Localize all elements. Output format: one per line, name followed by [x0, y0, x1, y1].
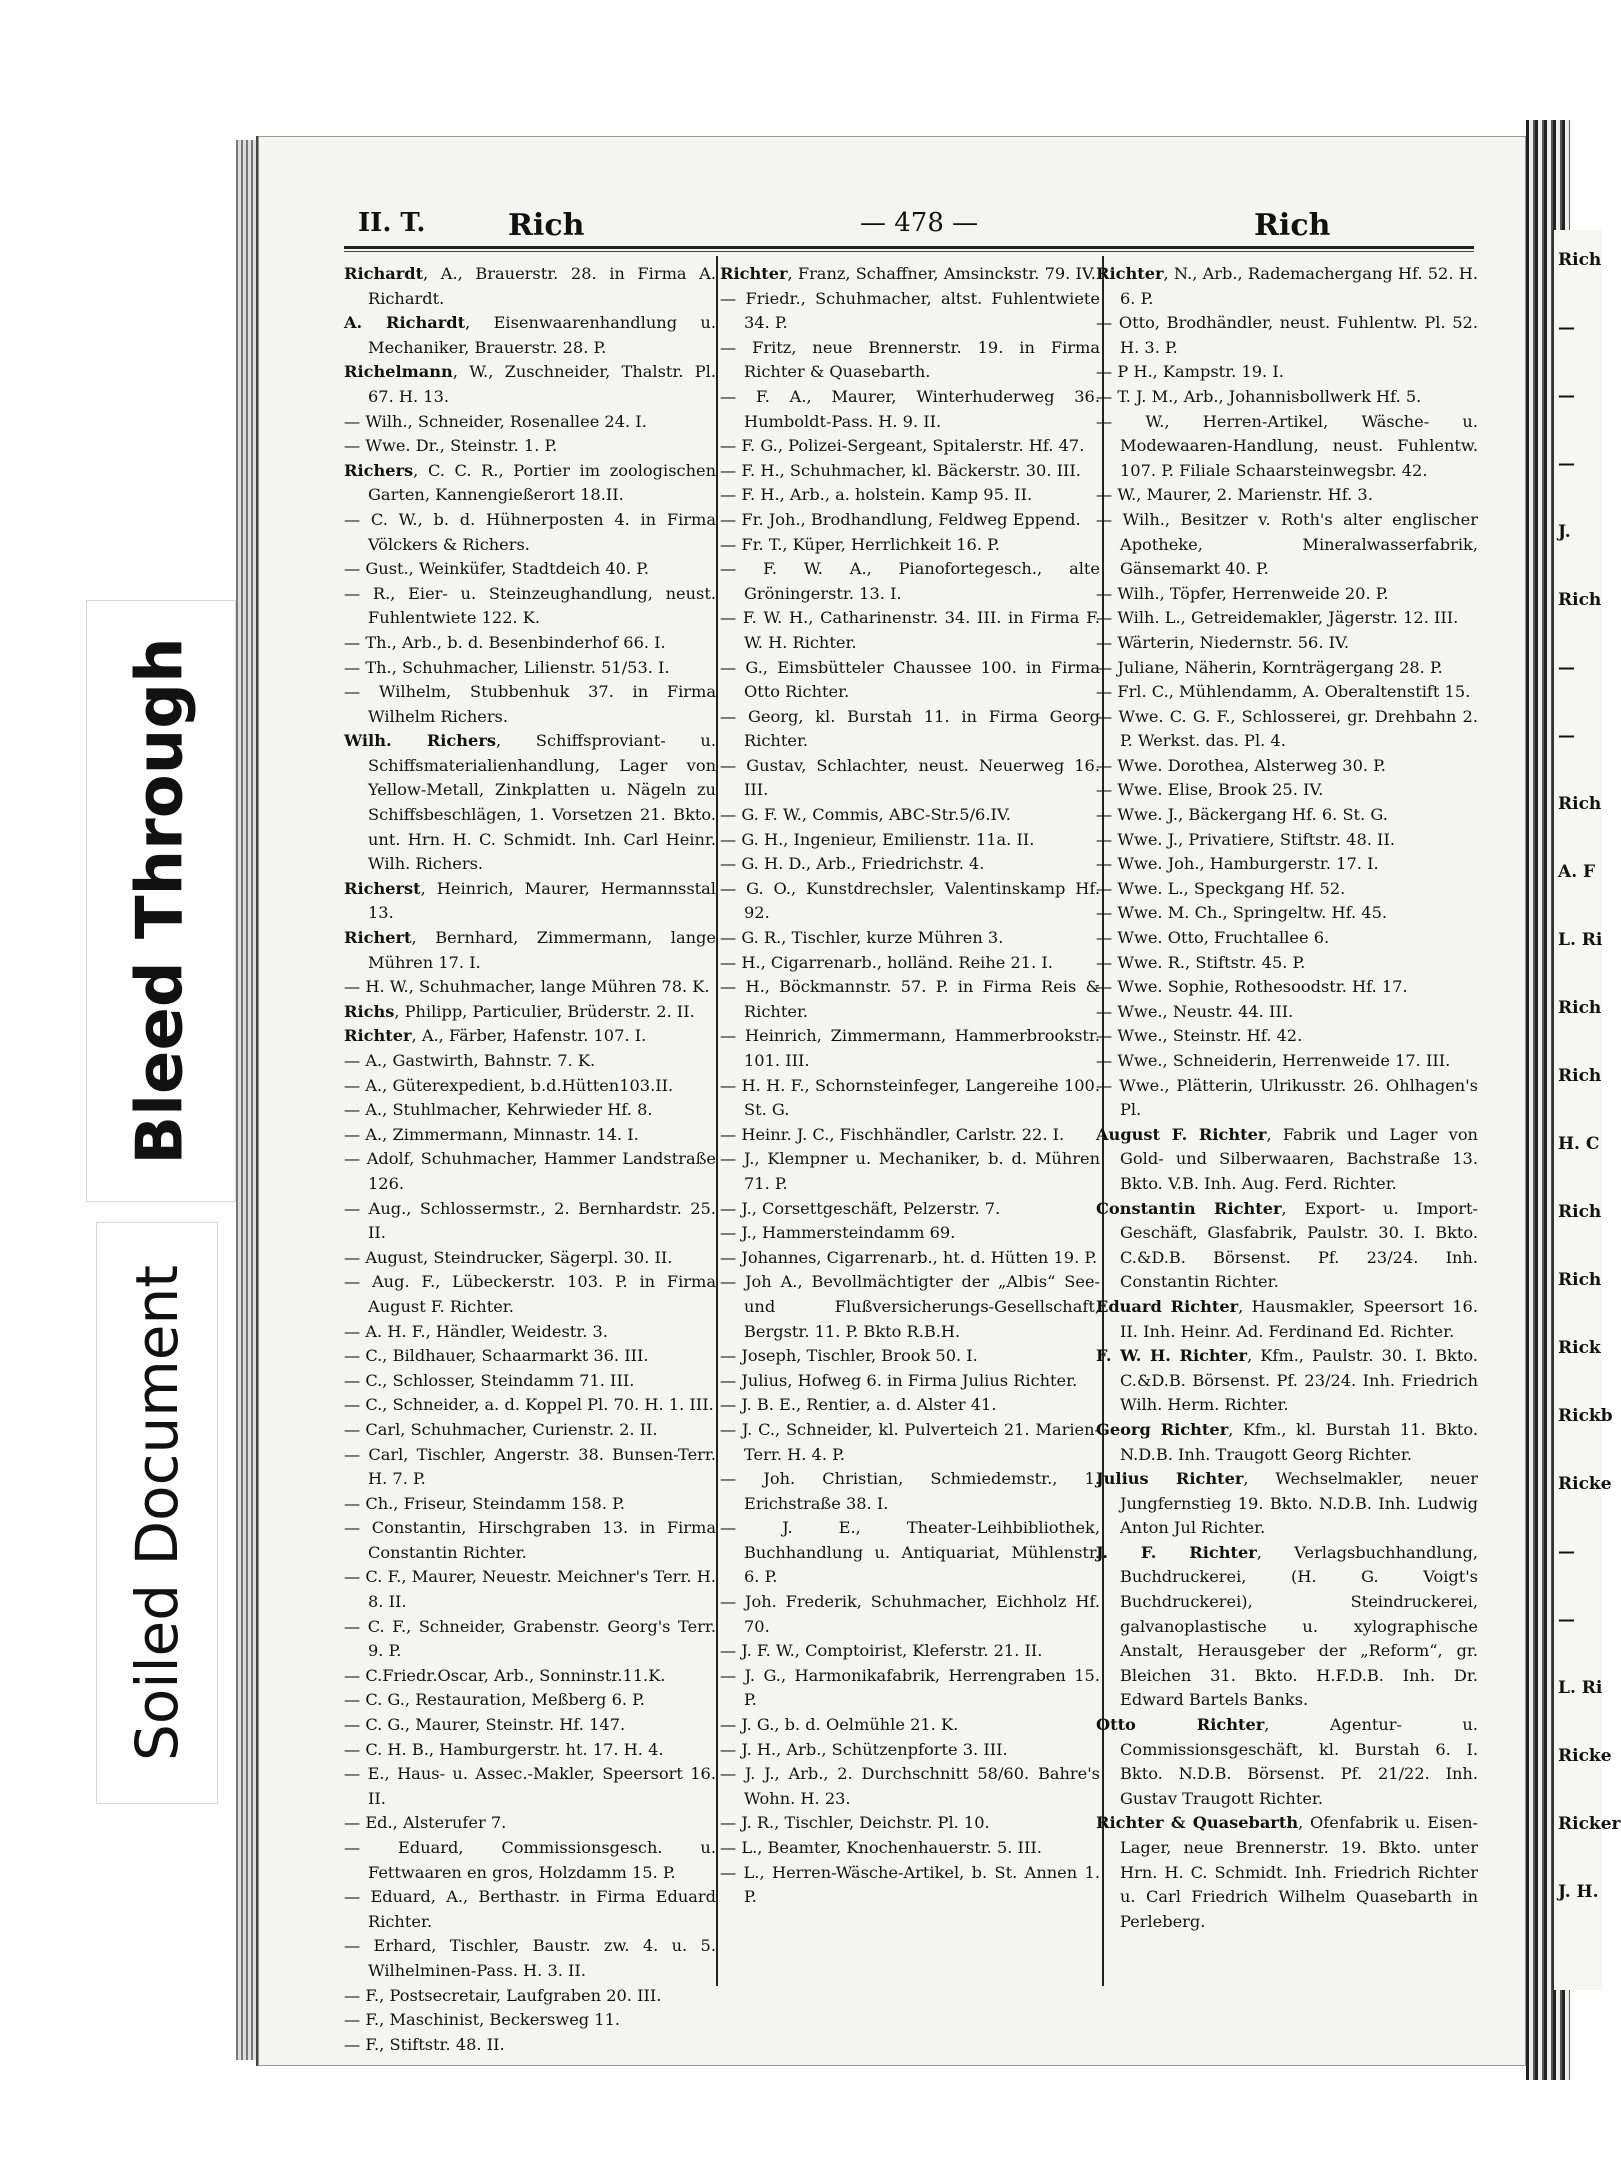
directory-entry: Richter, Franz, Schaffner, Amsinckstr. 79. IV.	[720, 264, 1096, 283]
directory-subentry: — Joh A., Bevollmächtigter der „Albis“ See- und Flußversicherungs-Gesellschaft, Bergstr. 11. P. Bkto R.B.H.	[720, 1272, 1100, 1341]
directory-subentry: — Wwe. Dorothea, Alsterweg 30. P.	[1096, 755, 1386, 775]
directory-subentry: — G. H. D., Arb., Friedrichstr. 4.	[720, 854, 985, 874]
directory-column-2	[720, 262, 1100, 1982]
directory-subentry: — J. G., b. d. Oelmühle 21. K.	[720, 1715, 959, 1735]
directory-subentry: — Joseph, Tischler, Brook 50. I.	[720, 1346, 978, 1366]
directory-subentry: — Eduard, A., Berthastr. in Firma Eduard Richter.	[344, 1887, 716, 1931]
directory-subentry: — J. J., Arb., 2. Durchschnitt 58/60. Bahre's Wohn. H. 23.	[720, 1764, 1100, 1808]
directory-subentry: — P H., Kampstr. 19. I.	[1096, 362, 1284, 382]
directory-subentry: — H., Cigarrenarb., holländ. Reihe 21. I.	[720, 952, 1053, 972]
directory-subentry: — A., Gastwirth, Bahnstr. 7. K.	[344, 1051, 596, 1070]
directory-subentry: — Heinr. J. C., Fischhändler, Carlstr. 22. I.	[720, 1124, 1065, 1144]
directory-entry: Richter & Quasebarth, Ofenfabrik u. Eisen-Lager, neue Brennerstr. 19. Bkto. unter Hrn. H. C. Schmidt. Inh. Friedrich Richter u. Carl Friedrich Wilhelm Quasebarth in Perleberg.	[1096, 1813, 1478, 1931]
directory-subentry: — W., Maurer, 2. Marienstr. Hf. 3.	[1096, 485, 1373, 505]
directory-subentry: — A., Zimmermann, Minnastr. 14. I.	[344, 1124, 639, 1144]
facing-page-text: L. Ri	[1558, 1678, 1603, 1698]
facing-page-text: —	[1558, 1610, 1575, 1630]
directory-entry: Richter, N., Arb., Rademachergang Hf. 52. H. 6. P.	[1096, 264, 1478, 308]
directory-subentry: — Wwe. M. Ch., Springeltw. Hf. 45.	[1096, 903, 1388, 923]
directory-subentry: — Juliane, Näherin, Kornträgergang 28. P.	[1096, 657, 1443, 677]
directory-subentry: — Johannes, Cigarrenarb., ht. d. Hütten 19. P.	[720, 1247, 1098, 1267]
directory-subentry: — T. J. M., Arb., Johannisbollwerk Hf. 5.	[1096, 386, 1422, 406]
directory-subentry: — Wilh., Schneider, Rosenallee 24. I.	[344, 411, 647, 431]
facing-page-text: Ricker	[1558, 1814, 1621, 1834]
directory-entry: August F. Richter, Fabrik und Lager von Gold- und Silberwaaren, Bachstraße 13. Bkto. V.B. Inh. Aug. Ferd. Richter.	[1096, 1124, 1478, 1193]
facing-page-text: L. Ri	[1558, 930, 1603, 950]
facing-page-text: A. F	[1558, 862, 1596, 882]
directory-subentry: — H. W., Schuhmacher, lange Mühren 78. K.	[344, 977, 710, 997]
directory-column-3	[1096, 262, 1478, 1982]
facing-page-text: —	[1558, 658, 1575, 678]
header-rule	[344, 246, 1474, 249]
directory-subentry: — Gustav, Schlachter, neust. Neuerweg 16. III.	[720, 755, 1100, 800]
directory-subentry: — Wwe. Dr., Steinstr. 1. P.	[344, 436, 558, 456]
directory-subentry: — Wilh., Töpfer, Herrenweide 20. P.	[1096, 583, 1389, 603]
directory-subentry: — Carl, Schuhmacher, Curienstr. 2. II.	[344, 1419, 658, 1439]
directory-subentry: — Wwe., Neustr. 44. III.	[1096, 1001, 1294, 1021]
directory-subentry: — Fritz, neue Brennerstr. 19. in Firma Richter & Quasebarth.	[720, 337, 1100, 382]
directory-subentry: — Wwe. C. G. F., Schlosserei, gr. Drehbahn 2. P. Werkst. das. Pl. 4.	[1096, 706, 1478, 751]
facing-page-fragment	[1552, 230, 1621, 1990]
directory-subentry: — R., Eier- u. Steinzeughandlung, neust. Fuhlentwiete 122. K.	[344, 583, 716, 628]
directory-subentry: — G. H., Ingenieur, Emilienstr. 11a. II.	[720, 829, 1035, 849]
directory-subentry: — Wwe. Sophie, Rothesoodstr. Hf. 17.	[1096, 977, 1408, 997]
directory-subentry: — Wwe., Steinstr. Hf. 42.	[1096, 1026, 1303, 1046]
directory-subentry: — F. G., Polizei-Sergeant, Spitalerstr. Hf. 47.	[720, 436, 1085, 456]
directory-entry: Richardt, A., Brauerstr. 28. in Firma A. Richardt.	[344, 264, 716, 308]
soiled-document-text: Soiled Document	[123, 1265, 192, 1761]
section-marker: II. T.	[358, 208, 426, 238]
directory-subentry: — L., Beamter, Knochenhauerstr. 5. III.	[720, 1838, 1042, 1857]
directory-entry: A. Richardt, Eisenwaarenhandlung u. Mechaniker, Brauerstr. 28. P.	[344, 313, 716, 357]
directory-entry: Julius Richter, Wechselmakler, neuer Jungfernstieg 19. Bkto. N.D.B. Inh. Ludwig Anton Jul Richter.	[1096, 1469, 1479, 1538]
column-divider	[716, 256, 718, 1986]
directory-subentry: — C. F., Schneider, Grabenstr. Georg's Terr. 9. P.	[344, 1616, 716, 1661]
directory-subentry: — Th., Arb., b. d. Besenbinderhof 66. I.	[344, 632, 666, 652]
directory-subentry: — J. E., Theater-Leihbibliothek, Buchhandlung u. Antiquariat, Mühlenstr. 6. P.	[720, 1518, 1100, 1587]
directory-subentry: — Adolf, Schuhmacher, Hammer Landstraße 126.	[344, 1149, 716, 1193]
directory-subentry: — H., Böckmannstr. 57. P. in Firma Reis & Richter.	[720, 977, 1100, 1021]
directory-subentry: — Georg, kl. Burstah 11. in Firma Georg Richter.	[720, 706, 1100, 751]
directory-subentry: — Otto, Brodhändler, neust. Fuhlentw. Pl. 52. H. 3. P.	[1096, 313, 1478, 357]
directory-subentry: — J. B. E., Rentier, a. d. Alster 41.	[720, 1395, 997, 1415]
directory-subentry: — F., Maschinist, Beckersweg 11.	[344, 2010, 621, 2030]
facing-page-text: H. C	[1558, 1134, 1600, 1154]
directory-subentry: — Joh. Christian, Schmiedemstr., 1. Erichstraße 38. I.	[720, 1469, 1100, 1513]
directory-subentry: — C. F., Maurer, Neuestr. Meichner's Terr. H. 8. II.	[344, 1567, 716, 1612]
directory-subentry: — Wwe. Elise, Brook 25. IV.	[1096, 780, 1324, 800]
directory-subentry: — Fr. Joh., Brodhandlung, Feldweg Eppend.	[720, 509, 1081, 529]
directory-subentry: — J. G., Harmonikafabrik, Herrengraben 15. P.	[720, 1665, 1100, 1710]
directory-subentry: — C. G., Restauration, Meßberg 6. P.	[344, 1690, 645, 1710]
directory-subentry: — J., Corsettgeschäft, Pelzerstr. 7.	[720, 1198, 1001, 1218]
directory-subentry: — Gust., Weinküfer, Stadtdeich 40. P.	[344, 559, 650, 579]
directory-subentry: — J. H., Arb., Schützenpforte 3. III.	[720, 1739, 1008, 1759]
directory-subentry: — W., Herren-Artikel, Wäsche- u. Modewaaren-Handlung, neust. Fuhlentw. 107. P. Filiale Schaarsteinwegsbr. 42.	[1096, 411, 1478, 480]
facing-page-text: —	[1558, 318, 1575, 338]
directory-entry: Richelmann, W., Zuschneider, Thalstr. Pl. 67. H. 13.	[344, 362, 716, 406]
directory-subentry: — C. W., b. d. Hühnerposten 4. in Firma Völckers & Richers.	[344, 509, 716, 554]
directory-subentry: — Ed., Alsterufer 7.	[344, 1813, 507, 1833]
directory-subentry: — Wärterin, Niedernstr. 56. IV.	[1096, 632, 1350, 652]
soiled-document-label	[96, 1222, 218, 1804]
directory-subentry: — F., Postsecretair, Laufgraben 20. III.	[344, 1985, 662, 2005]
directory-subentry: — Constantin, Hirschgraben 13. in Firma Constantin Richter.	[344, 1518, 716, 1562]
directory-subentry: — Aug. F., Lübeckerstr. 103. P. in Firma August F. Richter.	[344, 1272, 716, 1316]
directory-subentry: — Th., Schuhmacher, Lilienstr. 51/53. I.	[344, 657, 670, 677]
directory-subentry: — J., Klempner u. Mechaniker, b. d. Mühren 71. P.	[720, 1149, 1100, 1193]
directory-entry: Richert, Bernhard, Zimmermann, lange Mühren 17. I.	[344, 928, 716, 972]
directory-subentry: — C.Friedr.Oscar, Arb., Sonninstr.11.K.	[344, 1665, 666, 1685]
directory-subentry: — Fr. T., Küper, Herrlichkeit 16. P.	[720, 534, 1000, 554]
bleed-through-label	[86, 600, 236, 1202]
directory-subentry: — August, Steindrucker, Sägerpl. 30. II.	[344, 1247, 673, 1267]
facing-page-text: —	[1558, 454, 1575, 474]
facing-page-text: Rick	[1558, 1338, 1601, 1358]
directory-subentry: — C., Schneider, a. d. Koppel Pl. 70. H. 1. III.	[344, 1395, 714, 1415]
facing-page-text: —	[1558, 726, 1575, 746]
directory-subentry: — F. H., Arb., a. holstein. Kamp 95. II.	[720, 485, 1033, 505]
directory-subentry: — Wwe., Plätterin, Ulrikusstr. 26. Ohlhagen's Pl.	[1096, 1075, 1478, 1120]
facing-page-text: —	[1558, 1542, 1575, 1562]
directory-subentry: — F. W. A., Pianofortegesch., alte Gröningerstr. 13. I.	[720, 559, 1100, 603]
facing-page-text: Rich	[1558, 794, 1602, 814]
directory-subentry: — C., Schlosser, Steindamm 71. III.	[344, 1370, 635, 1390]
directory-subentry: — C. H. B., Hamburgerstr. ht. 17. H. 4.	[344, 1739, 664, 1759]
directory-entry: Richter, A., Färber, Hafenstr. 107. I.	[344, 1026, 647, 1046]
directory-subentry: — A., Güterexpedient, b.d.Hütten103.II.	[344, 1075, 674, 1095]
facing-page-text: Rich	[1558, 1066, 1602, 1086]
directory-subentry: — J. R., Tischler, Deichstr. Pl. 10.	[720, 1813, 990, 1833]
directory-entry: Richerst, Heinrich, Maurer, Hermannsstal 13.	[344, 878, 716, 923]
running-head-right: Rich	[1254, 208, 1331, 243]
page-number: — 478 —	[860, 208, 979, 238]
directory-subentry: — G. O., Kunstdrechsler, Valentinskamp Hf. 92.	[720, 878, 1100, 923]
directory-subentry: — Wilh., Besitzer v. Roth's alter englischer Apotheke, Mineralwasserfabrik, Gänsemarkt 40. P.	[1096, 509, 1478, 579]
directory-subentry: — C., Bildhauer, Schaarmarkt 36. III.	[344, 1346, 649, 1366]
directory-subentry: — F., Stiftstr. 48. II.	[344, 2034, 505, 2054]
facing-page-text: Ricke	[1558, 1474, 1612, 1494]
directory-entry: Richs, Philipp, Particulier, Brüderstr. 2. II.	[344, 1001, 695, 1021]
directory-entry: Otto Richter, Agentur- u. Commissionsgeschäft, kl. Burstah 6. I. Bkto. N.D.B. Börsenst. Pf. 21/22. Inh. Gustav Traugott Richter.	[1096, 1715, 1478, 1808]
facing-page-text: Rich	[1558, 1270, 1602, 1290]
directory-subentry: — Frl. C., Mühlendamm, A. Oberaltenstift 15.	[1096, 682, 1471, 702]
directory-entry: Constantin Richter, Export- u. Import-Geschäft, Glasfabrik, Paulstr. 30. I. Bkto. C.&D.B. Börsenst. Pf. 23/24. Inh. Constantin Richter.	[1096, 1198, 1478, 1292]
facing-page-text: Rich	[1558, 250, 1602, 270]
directory-subentry: — Wwe. J., Privatiere, Stiftstr. 48. II.	[1096, 829, 1395, 849]
directory-subentry: — A., Stuhlmacher, Kehrwieder Hf. 8.	[344, 1100, 653, 1120]
directory-subentry: — Friedr., Schuhmacher, altst. Fuhlentwiete 34. P.	[720, 288, 1100, 333]
directory-subentry: — Wwe. Otto, Fruchtallee 6.	[1096, 928, 1330, 948]
directory-subentry: — Wwe. L., Speckgang Hf. 52.	[1096, 878, 1346, 898]
directory-subentry: — J. F. W., Comptoirist, Kleferstr. 21. II.	[720, 1641, 1043, 1661]
directory-subentry: — Wwe. R., Stiftstr. 45. P.	[1096, 952, 1306, 972]
facing-page-text: —	[1558, 386, 1575, 406]
facing-page-text: Ricke	[1558, 1746, 1612, 1766]
directory-subentry: — E., Haus- u. Assec.-Makler, Speersort 16. II.	[344, 1764, 716, 1808]
directory-subentry: — Wwe. J., Bäckergang Hf. 6. St. G.	[1096, 805, 1388, 825]
directory-subentry: — F. A., Maurer, Winterhuderweg 36. Humboldt-Pass. H. 9. II.	[720, 386, 1100, 431]
directory-entry: Richers, C. C. R., Portier im zoologischen Garten, Kannengießerort 18.II.	[344, 460, 716, 505]
facing-page-text: J. H.	[1558, 1882, 1599, 1902]
facing-page-text: Rich	[1558, 1202, 1602, 1222]
directory-subentry: — Aug., Schlossermstr., 2. Bernhardstr. 25. II.	[344, 1198, 716, 1243]
directory-entry: Eduard Richter, Hausmakler, Speersort 16. II. Inh. Heinr. Ad. Ferdinand Ed. Richter.	[1096, 1296, 1478, 1341]
directory-subentry: — Heinrich, Zimmermann, Hammerbrookstr. 101. III.	[720, 1026, 1100, 1070]
directory-subentry: — A. H. F., Händler, Weidestr. 3.	[344, 1321, 608, 1341]
running-head-left: Rich	[508, 208, 585, 243]
facing-page-text: Rich	[1558, 998, 1602, 1018]
directory-subentry: — J. C., Schneider, kl. Pulverteich 21. Marien-Terr. H. 4. P.	[720, 1419, 1100, 1464]
directory-column-1	[344, 262, 717, 2054]
directory-subentry: — J., Hammersteindamm 69.	[720, 1223, 956, 1243]
facing-page-text: Rickb	[1558, 1406, 1613, 1426]
directory-subentry: — Wilh. L., Getreidemakler, Jägerstr. 12. III.	[1096, 608, 1459, 628]
directory-subentry: — Eduard, Commissionsgesch. u. Fettwaaren en gros, Holzdamm 15. P.	[344, 1838, 716, 1882]
facing-page-text: J.	[1558, 522, 1571, 542]
bleed-through-text: Bleed Through	[124, 637, 198, 1165]
directory-subentry: — G., Eimsbütteler Chaussee 100. in Firma Otto Richter.	[720, 657, 1100, 702]
directory-subentry: — Wwe., Schneiderin, Herrenweide 17. III.	[1096, 1051, 1451, 1070]
directory-subentry: — Joh. Frederik, Schuhmacher, Eichholz Hf. 70.	[720, 1592, 1100, 1636]
directory-entry: J. F. Richter, Verlagsbuchhandlung, Buchdruckerei, (H. G. Voigt's Buchdruckerei), Steindruckerei, galvanoplastische u. xylographische Anstalt, Herausgeber der „Reform“, gr. Bleichen 31. Bkto. H.F.D.B. Inh. Dr. Edward Bartels Banks.	[1096, 1542, 1478, 1710]
facing-page-text: Rich	[1558, 590, 1602, 610]
directory-subentry: — G. F. W., Commis, ABC-Str.5/6.IV.	[720, 805, 1011, 825]
directory-subentry: — Carl, Tischler, Angerstr. 38. Bunsen-Terr. H. 7. P.	[344, 1444, 716, 1489]
directory-subentry: — G. R., Tischler, kurze Mühren 3.	[720, 928, 1004, 948]
directory-entry: F. W. H. Richter, Kfm., Paulstr. 30. I. Bkto. C.&D.B. Börsenst. Pf. 23/24. Inh. Friedrich Wilh. Herm. Richter.	[1096, 1346, 1478, 1415]
directory-subentry: — Julius, Hofweg 6. in Firma Julius Richter.	[720, 1370, 1078, 1390]
header-rule-thin	[344, 251, 1474, 252]
directory-entry: Wilh. Richers, Schiffsproviant- u. Schiffsmaterialienhandlung, Lager von Yellow-Metall, Zinkplatten u. Nägeln zu Schiffsbeschlägen, 1. Vorsetzen 21. Bkto. unt. Hrn. H. C. Schmidt. Inh. Carl Heinr. Wilh. Richers.	[344, 731, 717, 874]
directory-subentry: — F. W. H., Catharinenstr. 34. III. in Firma F. W. H. Richter.	[720, 608, 1100, 652]
directory-subentry: — H. H. F., Schornsteinfeger, Langereihe 100. St. G.	[720, 1075, 1100, 1120]
directory-subentry: — F. H., Schuhmacher, kl. Bäckerstr. 30. III.	[720, 460, 1081, 480]
directory-subentry: — Wwe. Joh., Hamburgerstr. 17. I.	[1096, 854, 1379, 874]
directory-subentry: — Wilhelm, Stubbenhuk 37. in Firma Wilhelm Richers.	[344, 682, 716, 726]
directory-subentry: — Ch., Friseur, Steindamm 158. P.	[344, 1493, 625, 1513]
directory-subentry: — C. G., Maurer, Steinstr. Hf. 147.	[344, 1715, 626, 1735]
directory-subentry: — Erhard, Tischler, Baustr. zw. 4. u. 5. Wilhelminen-Pass. H. 3. II.	[344, 1936, 716, 1980]
directory-subentry: — L., Herren-Wäsche-Artikel, b. St. Annen 1. P.	[720, 1862, 1100, 1907]
directory-entry: Georg Richter, Kfm., kl. Burstah 11. Bkto. N.D.B. Inh. Traugott Georg Richter.	[1096, 1419, 1478, 1464]
